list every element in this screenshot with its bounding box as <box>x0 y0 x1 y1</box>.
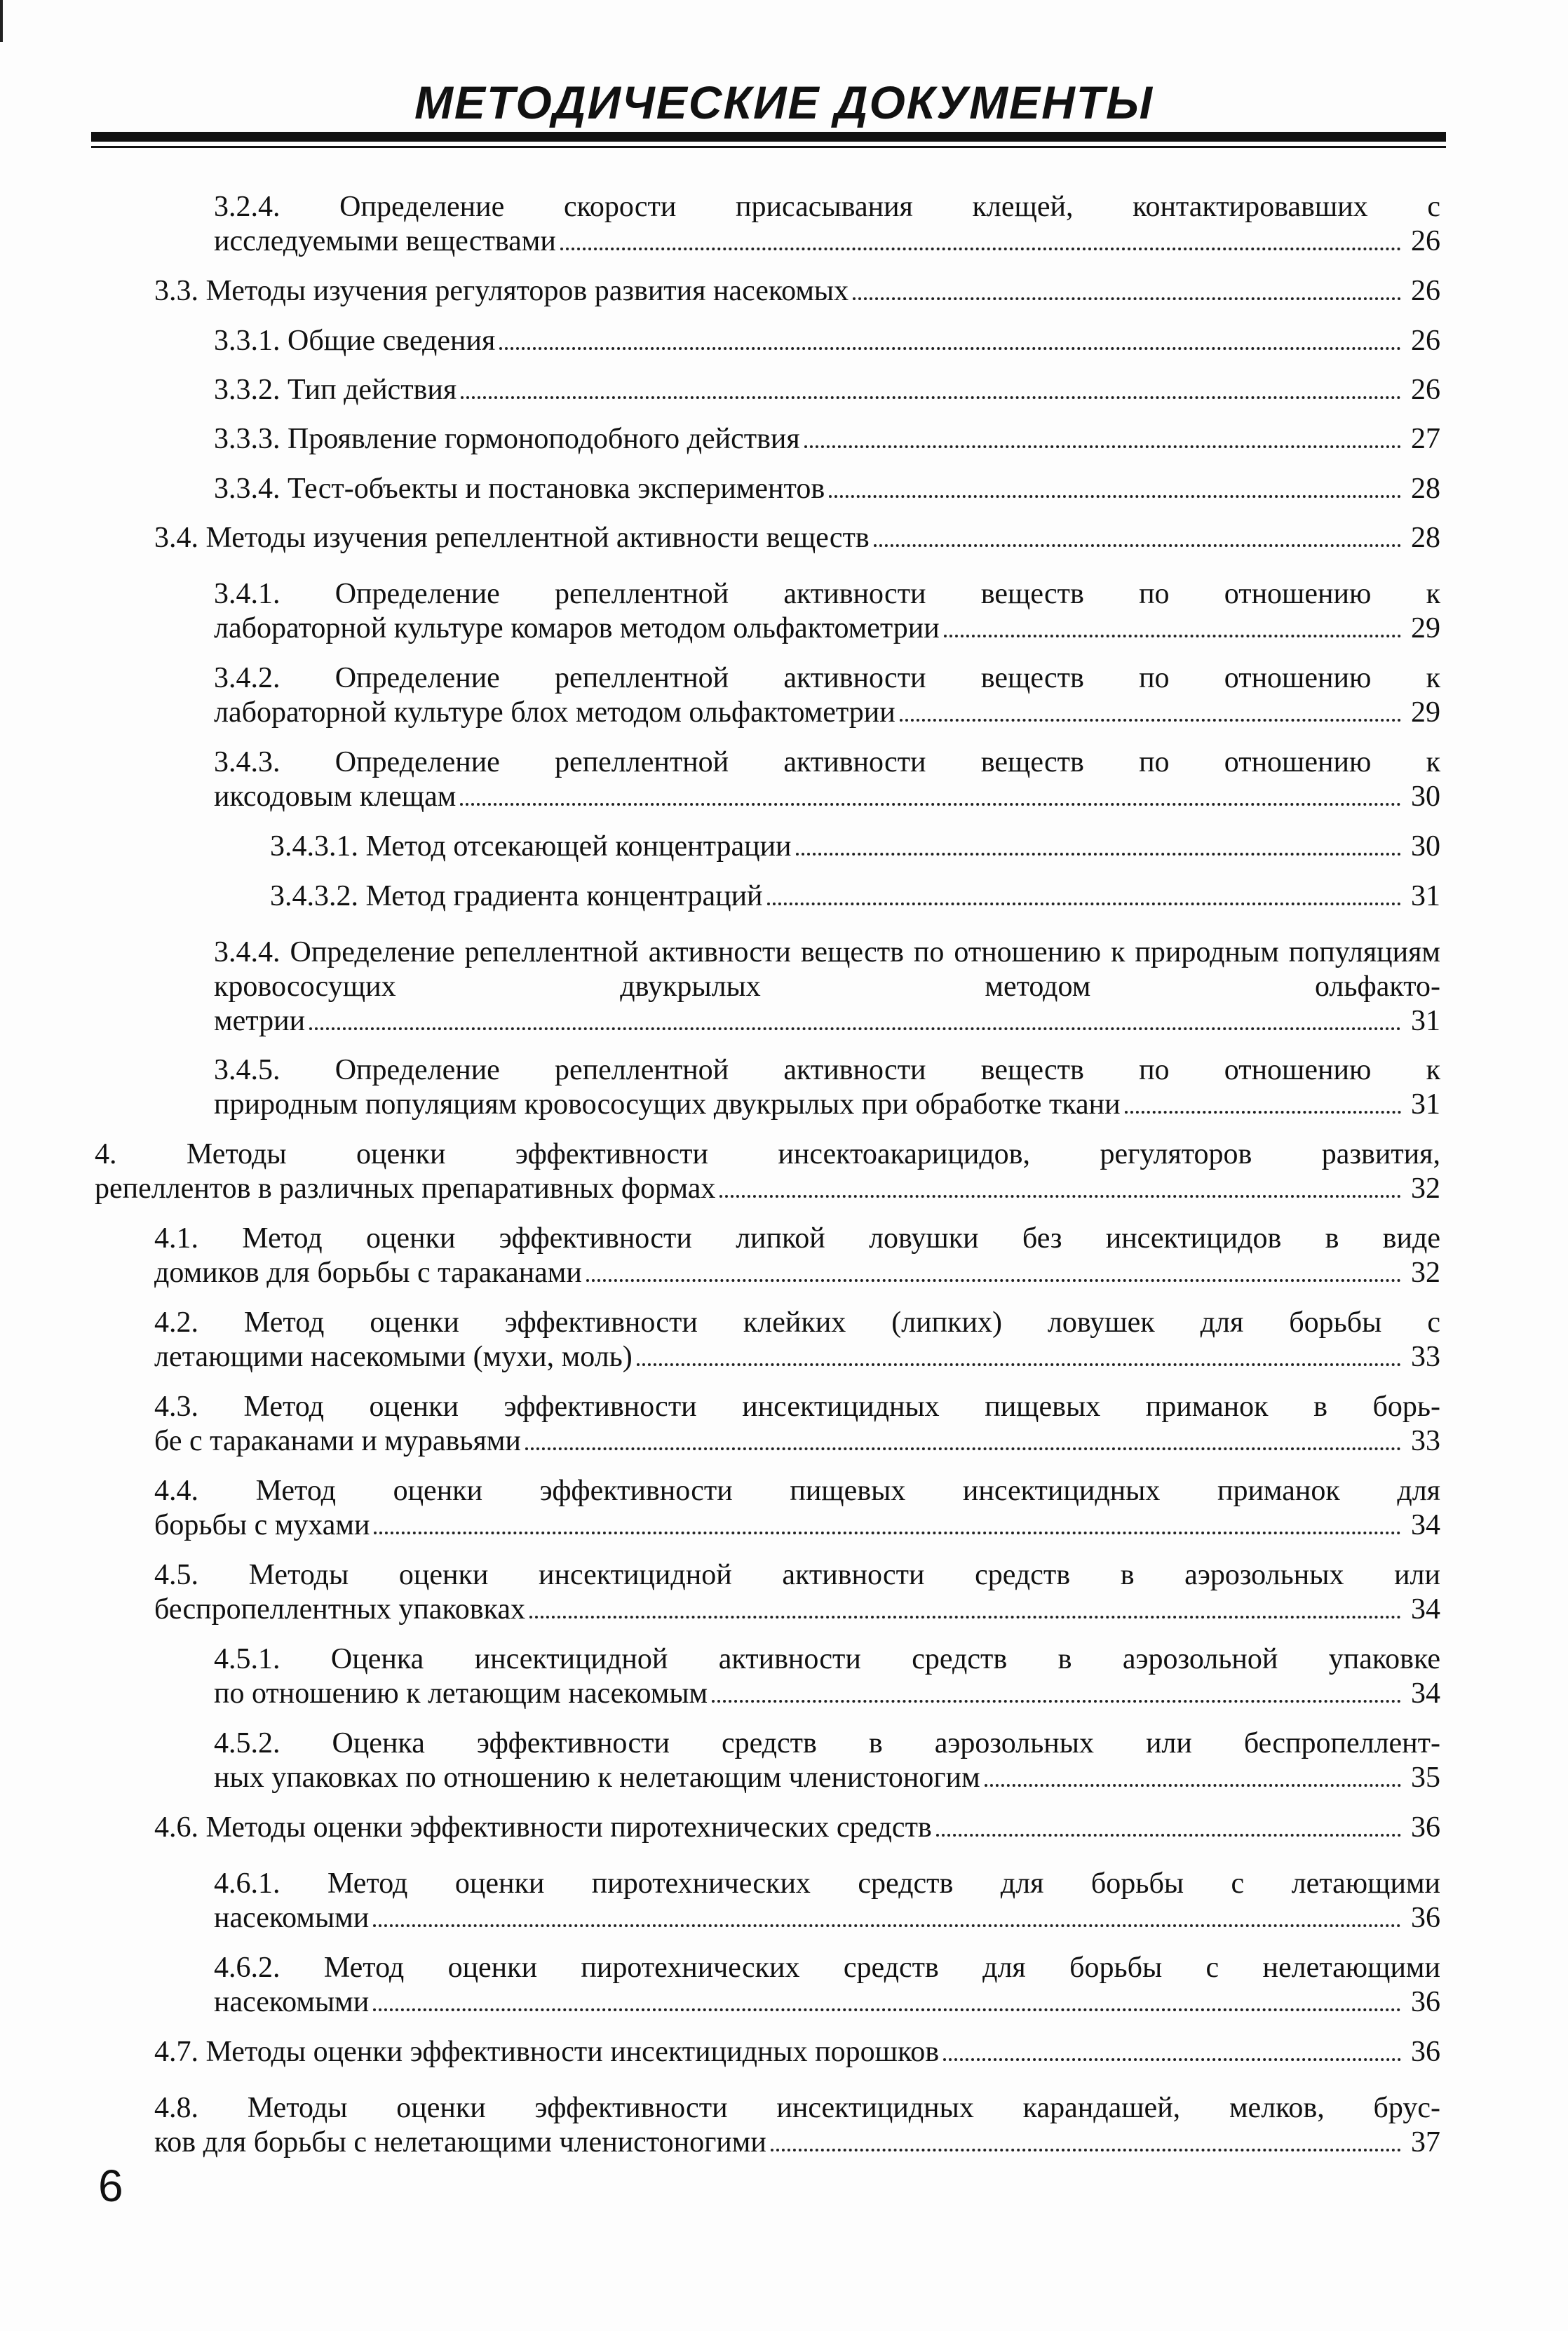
toc-leader-dots <box>373 2008 1401 2011</box>
toc-entry[interactable] <box>214 1951 1440 2020</box>
toc-entry[interactable] <box>154 2035 1440 2069</box>
toc-entry[interactable] <box>214 1053 1440 1122</box>
toc-entry-text: 4.1. Метод оценки эффективности липкой ловушки без инсектицидов в виде <box>154 1222 1440 1255</box>
toc-leader-dots <box>499 347 1401 350</box>
toc-leader-dots <box>712 1700 1401 1703</box>
toc-leader-dots <box>460 803 1401 806</box>
toc-entry[interactable] <box>154 521 1440 555</box>
toc-entry[interactable] <box>214 373 1440 407</box>
toc-entry-text: иксодовым клещам <box>214 781 457 813</box>
toc-page-number: 33 <box>1411 1425 1440 1457</box>
toc-entry-text: 4.5.2. Оценка эффективности средств в аэрозольных или беспропеллент- <box>214 1727 1440 1759</box>
toc-leader-dots <box>804 445 1401 448</box>
toc-page-number: 31 <box>1411 880 1440 912</box>
toc-entry[interactable] <box>154 1558 1440 1627</box>
toc-entry-text: ных упаковках по отношению к нелетающим членистоногим <box>214 1762 980 1794</box>
toc-entry[interactable] <box>214 472 1440 506</box>
toc-page-number: 34 <box>1411 1677 1440 1710</box>
toc-leader-dots <box>936 1834 1401 1837</box>
toc-entry[interactable] <box>154 1306 1440 1374</box>
toc-entry-text: 3.3.2. Тип действия <box>214 374 457 406</box>
toc-entry-text: 3.3. Методы изучения регуляторов развития насекомых <box>154 275 849 307</box>
toc-entry[interactable] <box>214 1867 1440 1935</box>
toc-page-number: 29 <box>1411 612 1440 644</box>
toc-page-number: 26 <box>1411 374 1440 406</box>
toc-entry-text: 3.4.1. Определение репеллентной активности веществ по отношению к <box>214 578 1440 610</box>
toc-entry-text: исследуемыми веществами <box>214 225 556 257</box>
toc-page-number: 31 <box>1411 1088 1440 1121</box>
toc-entry-text: 3.4. Методы изучения репеллентной активности веществ <box>154 522 870 554</box>
toc-entry[interactable] <box>214 190 1440 259</box>
toc-leader-dots <box>374 1532 1401 1534</box>
toc-entry-text: насекомыми <box>214 1986 370 2018</box>
toc-entry-text: лабораторной культуре блох методом ольфактометрии <box>214 696 895 729</box>
toc-page-number: 26 <box>1411 325 1440 357</box>
toc-entry[interactable] <box>214 324 1440 358</box>
toc-entry-text: 4.4. Метод оценки эффективности пищевых инсектицидных приманок для <box>154 1475 1440 1507</box>
toc-entry-text: беспропеллентных упаковках <box>154 1593 525 1626</box>
toc-leader-dots <box>771 2149 1401 2151</box>
running-header-title: МЕТОДИЧЕСКИЕ ДОКУМЕНТЫ <box>414 76 1154 128</box>
toc-entry-text: борьбы с мухами <box>154 1509 370 1541</box>
toc-entry-text: 4.2. Метод оценки эффективности клейких (липких) ловушек для борьбы с <box>154 1306 1440 1339</box>
toc-entry[interactable] <box>214 661 1440 730</box>
toc-entry-text: лабораторной культуре комаров методом ольфактометрии <box>214 612 940 644</box>
toc-leader-dots <box>874 544 1401 547</box>
toc-leader-dots <box>853 297 1401 300</box>
toc-page-number: 34 <box>1411 1509 1440 1541</box>
toc-leader-dots <box>943 2058 1401 2061</box>
toc-page-number: 36 <box>1411 1811 1440 1844</box>
toc-entry[interactable] <box>214 577 1440 646</box>
toc-entry[interactable] <box>214 422 1440 457</box>
toc-leader-dots <box>309 1027 1401 1030</box>
toc-leader-dots <box>560 248 1401 250</box>
toc-entry-text: домиков для борьбы с тараканами <box>154 1257 582 1289</box>
toc-page-number: 26 <box>1411 225 1440 257</box>
toc-entry-text: летающими насекомыми (мухи, моль) <box>154 1341 633 1373</box>
toc-entry-text: 3.4.3.1. Метод отсекающей концентрации <box>270 830 792 863</box>
toc-leader-dots <box>985 1784 1401 1787</box>
toc-leader-dots <box>373 1924 1401 1927</box>
toc-page-number: 35 <box>1411 1762 1440 1794</box>
toc-entry-text: природным популяциям кровососущих двукрылых при обработке ткани <box>214 1088 1121 1121</box>
toc-page-number: 37 <box>1411 2126 1440 2158</box>
toc-leader-dots <box>796 853 1401 856</box>
toc-entry-text: репеллентов в различных препаративных формах <box>95 1173 716 1205</box>
toc-entry-text: 3.4.2. Определение репеллентной активности веществ по отношению к <box>214 662 1440 694</box>
toc-entry[interactable] <box>154 2091 1440 2160</box>
toc-page-number: 33 <box>1411 1341 1440 1373</box>
toc-leader-dots <box>461 396 1401 399</box>
toc-entry[interactable] <box>214 745 1440 814</box>
toc-page-number: 30 <box>1411 830 1440 863</box>
toc-leader-dots <box>829 495 1401 498</box>
toc-entry-text: 4.6. Методы оценки эффективности пиротехнических средств <box>154 1811 932 1844</box>
toc-entry-text: 4.8. Методы оценки эффективности инсектицидных карандашей, мелков, брус- <box>154 2092 1440 2124</box>
toc-entry-text: 4.6.2. Метод оценки пиротехнических средств для борьбы с нелетающими <box>214 1952 1440 1984</box>
toc-entry[interactable] <box>214 1642 1440 1711</box>
toc-page-number: 28 <box>1411 522 1440 554</box>
toc-leader-dots <box>529 1616 1401 1619</box>
toc-entry-text: 4.6.1. Метод оценки пиротехнических средств для борьбы с летающими <box>214 1867 1440 1900</box>
toc-entry-text: 4. Методы оценки эффективности инсектоакарицидов, регуляторов развития, <box>95 1138 1440 1170</box>
toc-entry-text: 3.4.5. Определение репеллентной активности веществ по отношению к <box>214 1054 1440 1086</box>
toc-entry[interactable] <box>270 879 1440 914</box>
toc-entry-text: 4.5.1. Оценка инсектицидной активности средств в аэрозольной упаковке <box>214 1643 1440 1675</box>
toc-page-number: 36 <box>1411 1986 1440 2018</box>
toc-entry[interactable] <box>154 274 1440 309</box>
toc-entry[interactable] <box>214 935 1440 1039</box>
toc-page-number: 36 <box>1411 2036 1440 2068</box>
toc-entry-text: 4.5. Методы оценки инсектицидной активности средств в аэрозольных или <box>154 1559 1440 1591</box>
toc-page-number: 32 <box>1411 1257 1440 1289</box>
toc-entry[interactable] <box>214 1727 1440 1795</box>
toc-page-number: 27 <box>1411 423 1440 455</box>
toc-entry[interactable] <box>154 1811 1440 1845</box>
toc-page-number: 29 <box>1411 696 1440 729</box>
toc-leader-dots <box>586 1279 1401 1282</box>
toc-entry-text: насекомыми <box>214 1902 370 1934</box>
toc-leader-dots <box>944 635 1401 637</box>
toc-entry-text: метрии <box>214 1005 306 1037</box>
toc-entry-text: 4.3. Метод оценки эффективности инсектицидных пищевых приманок в борь- <box>154 1391 1440 1423</box>
toc-entry-text: 3.3.4. Тест-объекты и постановка экспериментов <box>214 473 825 505</box>
toc-page-number: 31 <box>1411 1005 1440 1037</box>
toc-entry-text: 3.3.3. Проявление гормоноподобного действия <box>214 423 800 455</box>
toc-entry-text: бе с тараканами и муравьями <box>154 1425 521 1457</box>
toc-leader-dots <box>525 1447 1401 1450</box>
toc-entry-text: 3.4.4. Определение репеллентной активности веществ по отношению к природным популяциям кровососущих двукрылых методом ольфакто- <box>214 936 1440 1003</box>
toc-entry-text: 3.2.4. Определение скорости присасывания клещей, контактировавших с <box>214 191 1440 223</box>
toc-leader-dots <box>900 719 1401 722</box>
toc-entry-text: 3.4.3.2. Метод градиента концентраций <box>270 880 763 912</box>
toc-leader-dots <box>719 1195 1401 1198</box>
toc-leader-dots <box>767 903 1401 905</box>
toc-entry-text: 3.4.3. Определение репеллентной активности веществ по отношению к <box>214 746 1440 778</box>
toc-entry[interactable] <box>154 1222 1440 1290</box>
page-number: 6 <box>98 2161 123 2211</box>
toc-page-number: 36 <box>1411 1902 1440 1934</box>
toc-page-number: 28 <box>1411 473 1440 505</box>
toc-page-number: 34 <box>1411 1593 1440 1626</box>
toc-entry-text: 4.7. Методы оценки эффективности инсектицидных порошков <box>154 2036 940 2068</box>
toc-entry-text: по отношению к летающим насекомым <box>214 1677 708 1710</box>
toc-entry[interactable] <box>154 1390 1440 1459</box>
toc-entry[interactable] <box>270 830 1440 864</box>
toc-leader-dots <box>637 1363 1401 1366</box>
toc-page-number: 30 <box>1411 781 1440 813</box>
toc-entry-text: ков для борьбы с нелетающими членистоногими <box>154 2126 766 2158</box>
toc-entry[interactable] <box>95 1137 1440 1206</box>
toc-entry[interactable] <box>154 1474 1440 1543</box>
toc-entry-text: 3.3.1. Общие сведения <box>214 325 496 357</box>
toc-leader-dots <box>1125 1111 1401 1114</box>
toc-page-number: 32 <box>1411 1173 1440 1205</box>
toc-page-number: 26 <box>1411 275 1440 307</box>
